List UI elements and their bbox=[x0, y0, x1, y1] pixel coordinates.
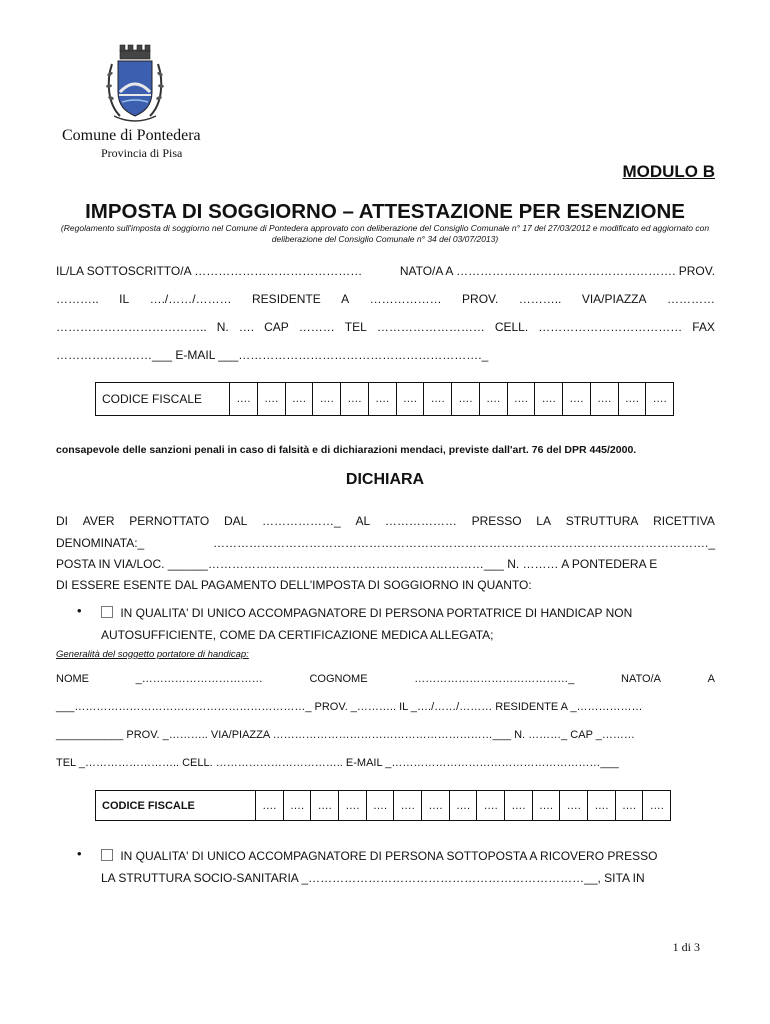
cf-cell[interactable]: …. bbox=[533, 791, 561, 820]
cf-cell[interactable]: …. bbox=[477, 791, 505, 820]
generalita-row-3[interactable]: ___________ PROV. _……….. VIA/PIAZZA ……………………………………………………___ N. ………_ CAP _……… bbox=[56, 729, 635, 741]
cf-cell[interactable]: …. bbox=[450, 791, 478, 820]
word: RICETTIVA bbox=[653, 514, 715, 528]
generalita-row-1 bbox=[56, 673, 715, 685]
word: STRUTTURA bbox=[565, 514, 639, 528]
codice-fiscale-table-handicap bbox=[95, 790, 671, 821]
modulo-label: MODULO B bbox=[622, 162, 715, 181]
via-piazza-field[interactable]: ………… bbox=[666, 292, 715, 306]
comune-name: Comune di Pontedera bbox=[62, 127, 201, 144]
page-number: 1 di 3 bbox=[672, 940, 700, 954]
esente-line: DI ESSERE ESENTE DAL PAGAMENTO DELL'IMPOSTA DI SOGGIORNO IN QUANTO: bbox=[56, 578, 532, 592]
dichiarante-line-1 bbox=[56, 264, 715, 278]
posta-in-line[interactable]: POSTA IN VIA/LOC. ______……………………………………………………………___ N. ……… A PONTEDERA E bbox=[56, 557, 658, 571]
numero-label: N. bbox=[216, 320, 229, 334]
denominata-label: DENOMINATA:_ bbox=[56, 536, 145, 550]
tel-label: TEL bbox=[344, 320, 367, 334]
cf-cell[interactable]: …. bbox=[652, 393, 667, 405]
bullet-icon: • bbox=[77, 846, 82, 861]
opzione-handicap-text-2: AUTOSUFFICIENTE, COME DA CERTIFICAZIONE MEDICA ALLEGATA; bbox=[101, 628, 494, 642]
indirizzo-field[interactable]: ……………………………….. bbox=[56, 320, 207, 334]
opzione-ricovero bbox=[101, 849, 657, 863]
tel-field[interactable]: ……………………… bbox=[376, 320, 485, 334]
nato-label: NATO/A bbox=[621, 673, 661, 685]
a-label: A bbox=[707, 673, 715, 685]
bullet-icon: • bbox=[77, 603, 82, 618]
consapevole-statement: consapevole delle sanzioni penali in caso di falsità e di dichiarazioni mendaci, previste dall'art. 76 del DPR 445/2000. bbox=[56, 444, 637, 456]
il-label: IL bbox=[119, 292, 130, 306]
ricovero-checkbox[interactable] bbox=[101, 849, 113, 861]
via-piazza-label: VIA/PIAZZA bbox=[581, 292, 647, 306]
cf-cell[interactable]: …. bbox=[284, 791, 312, 820]
cell-field[interactable]: ……………………………… bbox=[538, 320, 683, 334]
generalita-row-4[interactable]: TEL _…………………….. CELL. …………………………….. E-MAIL _…………………………………………………___ bbox=[56, 757, 619, 769]
dichiarante-line-3 bbox=[56, 320, 715, 334]
cf-cell[interactable]: …. bbox=[339, 791, 367, 820]
cf-cell[interactable]: …. bbox=[369, 383, 397, 415]
email-line[interactable]: ……………………___ E-MAIL ___……………………………………………………._ bbox=[56, 348, 489, 362]
opzione-handicap-text: IN QUALITA' DI UNICO ACCOMPAGNATORE DI PERSONA PORTATRICE DI HANDICAP NON bbox=[120, 606, 633, 620]
word: DI bbox=[56, 514, 68, 528]
cf-cell[interactable]: …. bbox=[422, 791, 450, 820]
nato-a-field[interactable]: NATO/A A ………………………………………………. PROV. bbox=[399, 264, 715, 278]
cell-label: CELL. bbox=[494, 320, 529, 334]
coat-of-arms-logo bbox=[104, 42, 166, 126]
cf-cell[interactable]: …. bbox=[480, 383, 508, 415]
word: PRESSO bbox=[471, 514, 522, 528]
cf-cell[interactable]: …. bbox=[591, 383, 619, 415]
residente-label: RESIDENTE bbox=[252, 292, 321, 306]
cf-cell[interactable]: …. bbox=[397, 383, 425, 415]
prov-label: PROV. bbox=[462, 292, 499, 306]
dichiara-line-2 bbox=[56, 536, 715, 550]
prov-residenza-field[interactable]: ……….. bbox=[518, 292, 562, 306]
handicap-checkbox[interactable] bbox=[101, 606, 113, 618]
cf-cell[interactable]: …. bbox=[311, 791, 339, 820]
cap-label: CAP bbox=[264, 320, 289, 334]
prov-nascita-field[interactable]: ……….. bbox=[56, 292, 99, 306]
data-al-field[interactable]: ……………… bbox=[384, 514, 457, 528]
fax-label: FAX bbox=[692, 320, 715, 334]
al-label: AL bbox=[355, 514, 371, 528]
cf-cell[interactable]: …. bbox=[560, 791, 588, 820]
cognome-field[interactable]: ……………………………………_ bbox=[414, 673, 575, 685]
cf-cell[interactable]: …. bbox=[563, 383, 591, 415]
nome-label: NOME bbox=[56, 673, 89, 685]
subtitle-regolamento: (Regolamento sull'imposta di soggiorno nel Comune di Pontedera approvato con deliberazione del Consiglio Comunale n° 17 del 27/03/2012 e modificato ed aggiornato con deliberazione del Consiglio Comunale n° 34 del 03/07/2013) bbox=[60, 223, 710, 244]
word: AVER bbox=[82, 514, 115, 528]
sottoscritto-field[interactable]: IL/LA SOTTOSCRITTO/A …………………………………… bbox=[56, 264, 363, 278]
dichiara-line-1 bbox=[56, 514, 715, 528]
opzione-handicap bbox=[101, 606, 632, 620]
cf-cell[interactable]: …. bbox=[256, 791, 284, 820]
cf-cell[interactable]: …. bbox=[452, 383, 480, 415]
generalita-heading: Generalità del soggetto portatore di handicap: bbox=[56, 649, 249, 660]
cf-cell[interactable]: …. bbox=[313, 383, 341, 415]
cf-cell[interactable]: …. bbox=[588, 791, 616, 820]
struttura-socio-sanitaria-line[interactable]: LA STRUTTURA SOCIO-SANITARIA _……………………………………………………………__, SITA IN bbox=[101, 871, 645, 885]
cf-cell[interactable]: …. bbox=[505, 791, 533, 820]
codice-fiscale-table bbox=[95, 382, 674, 416]
cap-field[interactable]: ……… bbox=[298, 320, 335, 334]
cf-cell[interactable]: …. bbox=[286, 383, 314, 415]
provincia-name: Provincia di Pisa bbox=[101, 146, 183, 160]
dichiara-heading: DICHIARA bbox=[345, 471, 425, 488]
cf-cell[interactable]: …. bbox=[619, 383, 647, 415]
cf-cell[interactable]: …. bbox=[367, 791, 395, 820]
numero-field[interactable]: …. bbox=[238, 320, 255, 334]
residenza-field[interactable]: ……………… bbox=[369, 292, 442, 306]
generalita-row-2[interactable]: ___………………………………………………………_ PROV. _……….. IL _…./……/……… RESIDENTE A _……………… bbox=[56, 701, 643, 713]
opzione-ricovero-text: IN QUALITA' DI UNICO ACCOMPAGNATORE DI PERSONA SOTTOPOSTA A RICOVERO PRESSO bbox=[120, 849, 658, 863]
data-nascita-field[interactable]: …./……/……… bbox=[149, 292, 232, 306]
cf-cell[interactable]: …. bbox=[535, 383, 563, 415]
cf-cell[interactable]: …. bbox=[258, 383, 286, 415]
cf-cell[interactable]: …. bbox=[508, 383, 536, 415]
cognome-label: COGNOME bbox=[309, 673, 368, 685]
a-label: A bbox=[341, 292, 350, 306]
codice-fiscale-label: CODICE FISCALE bbox=[96, 791, 256, 820]
cf-cell[interactable]: …. bbox=[230, 383, 258, 415]
dal-label: DAL bbox=[223, 514, 248, 528]
word: LA bbox=[536, 514, 551, 528]
page-title: IMPOSTA DI SOGGIORNO – ATTESTAZIONE PER ESENZIONE bbox=[85, 200, 685, 223]
cf-cell[interactable]: …. bbox=[424, 383, 452, 415]
dichiarante-line-2 bbox=[56, 292, 715, 306]
nome-field[interactable]: _…………………………… bbox=[135, 673, 263, 685]
cf-cell[interactable]: …. bbox=[616, 791, 644, 820]
data-dal-field[interactable]: ………………_ bbox=[262, 514, 341, 528]
word: PERNOTTATO bbox=[129, 514, 210, 528]
denominata-field[interactable]: ……………………………………………………………………………………………………………._ bbox=[212, 536, 715, 550]
cf-cell[interactable]: …. bbox=[649, 799, 664, 812]
cf-cell[interactable]: …. bbox=[394, 791, 422, 820]
cf-cell[interactable]: …. bbox=[341, 383, 369, 415]
codice-fiscale-label: CODICE FISCALE bbox=[96, 383, 230, 415]
